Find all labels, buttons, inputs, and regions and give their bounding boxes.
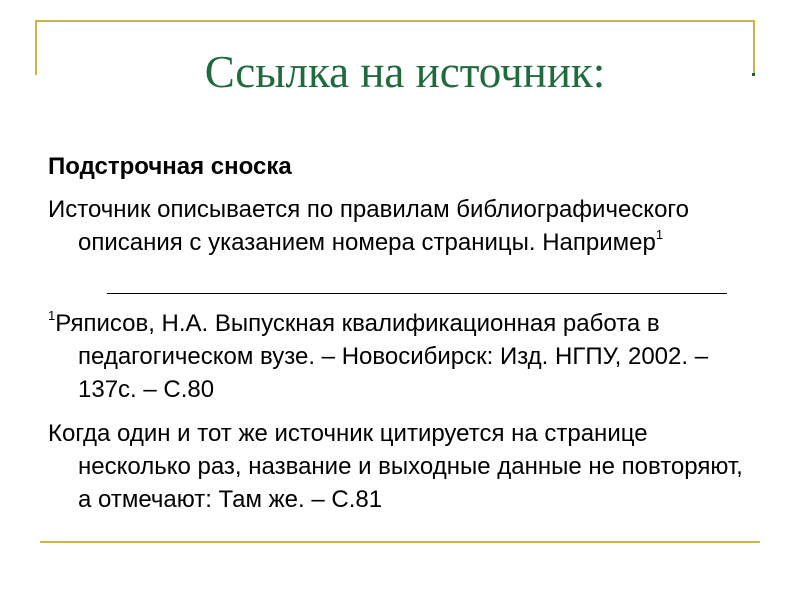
frame-top-line	[35, 20, 755, 22]
corner-dot	[752, 73, 755, 76]
frame-left-line	[35, 20, 37, 75]
paragraph-footnote-example	[48, 307, 758, 406]
footnote-marker: 1	[655, 227, 664, 242]
slide-title: Ссылка на источник:	[204, 47, 606, 97]
frame-bottom-line	[40, 541, 760, 543]
footnote-marker: 1	[48, 308, 56, 323]
footnote-separator-line	[107, 293, 727, 294]
paragraph-text: Источник описывается по правилам библиографического описания с указанием номера страницы. Например	[48, 196, 689, 256]
footnote-text: Ряписов, Н.А. Выпускная квалификационная работа в педагогическом вузе. – Новосибирск: Изд. НГПУ, 2002. – 137с. – С.80	[55, 310, 709, 403]
section-subheading: Подстрочная сноска	[48, 153, 292, 180]
paragraph-repeated-citation: Когда один и тот же источник цитируется на странице несколько раз, название и выходные данные не повторяют, а отмечают: Там же. – С.81	[48, 420, 743, 513]
frame-right-line	[753, 20, 755, 75]
paragraph-source-description	[48, 193, 758, 259]
